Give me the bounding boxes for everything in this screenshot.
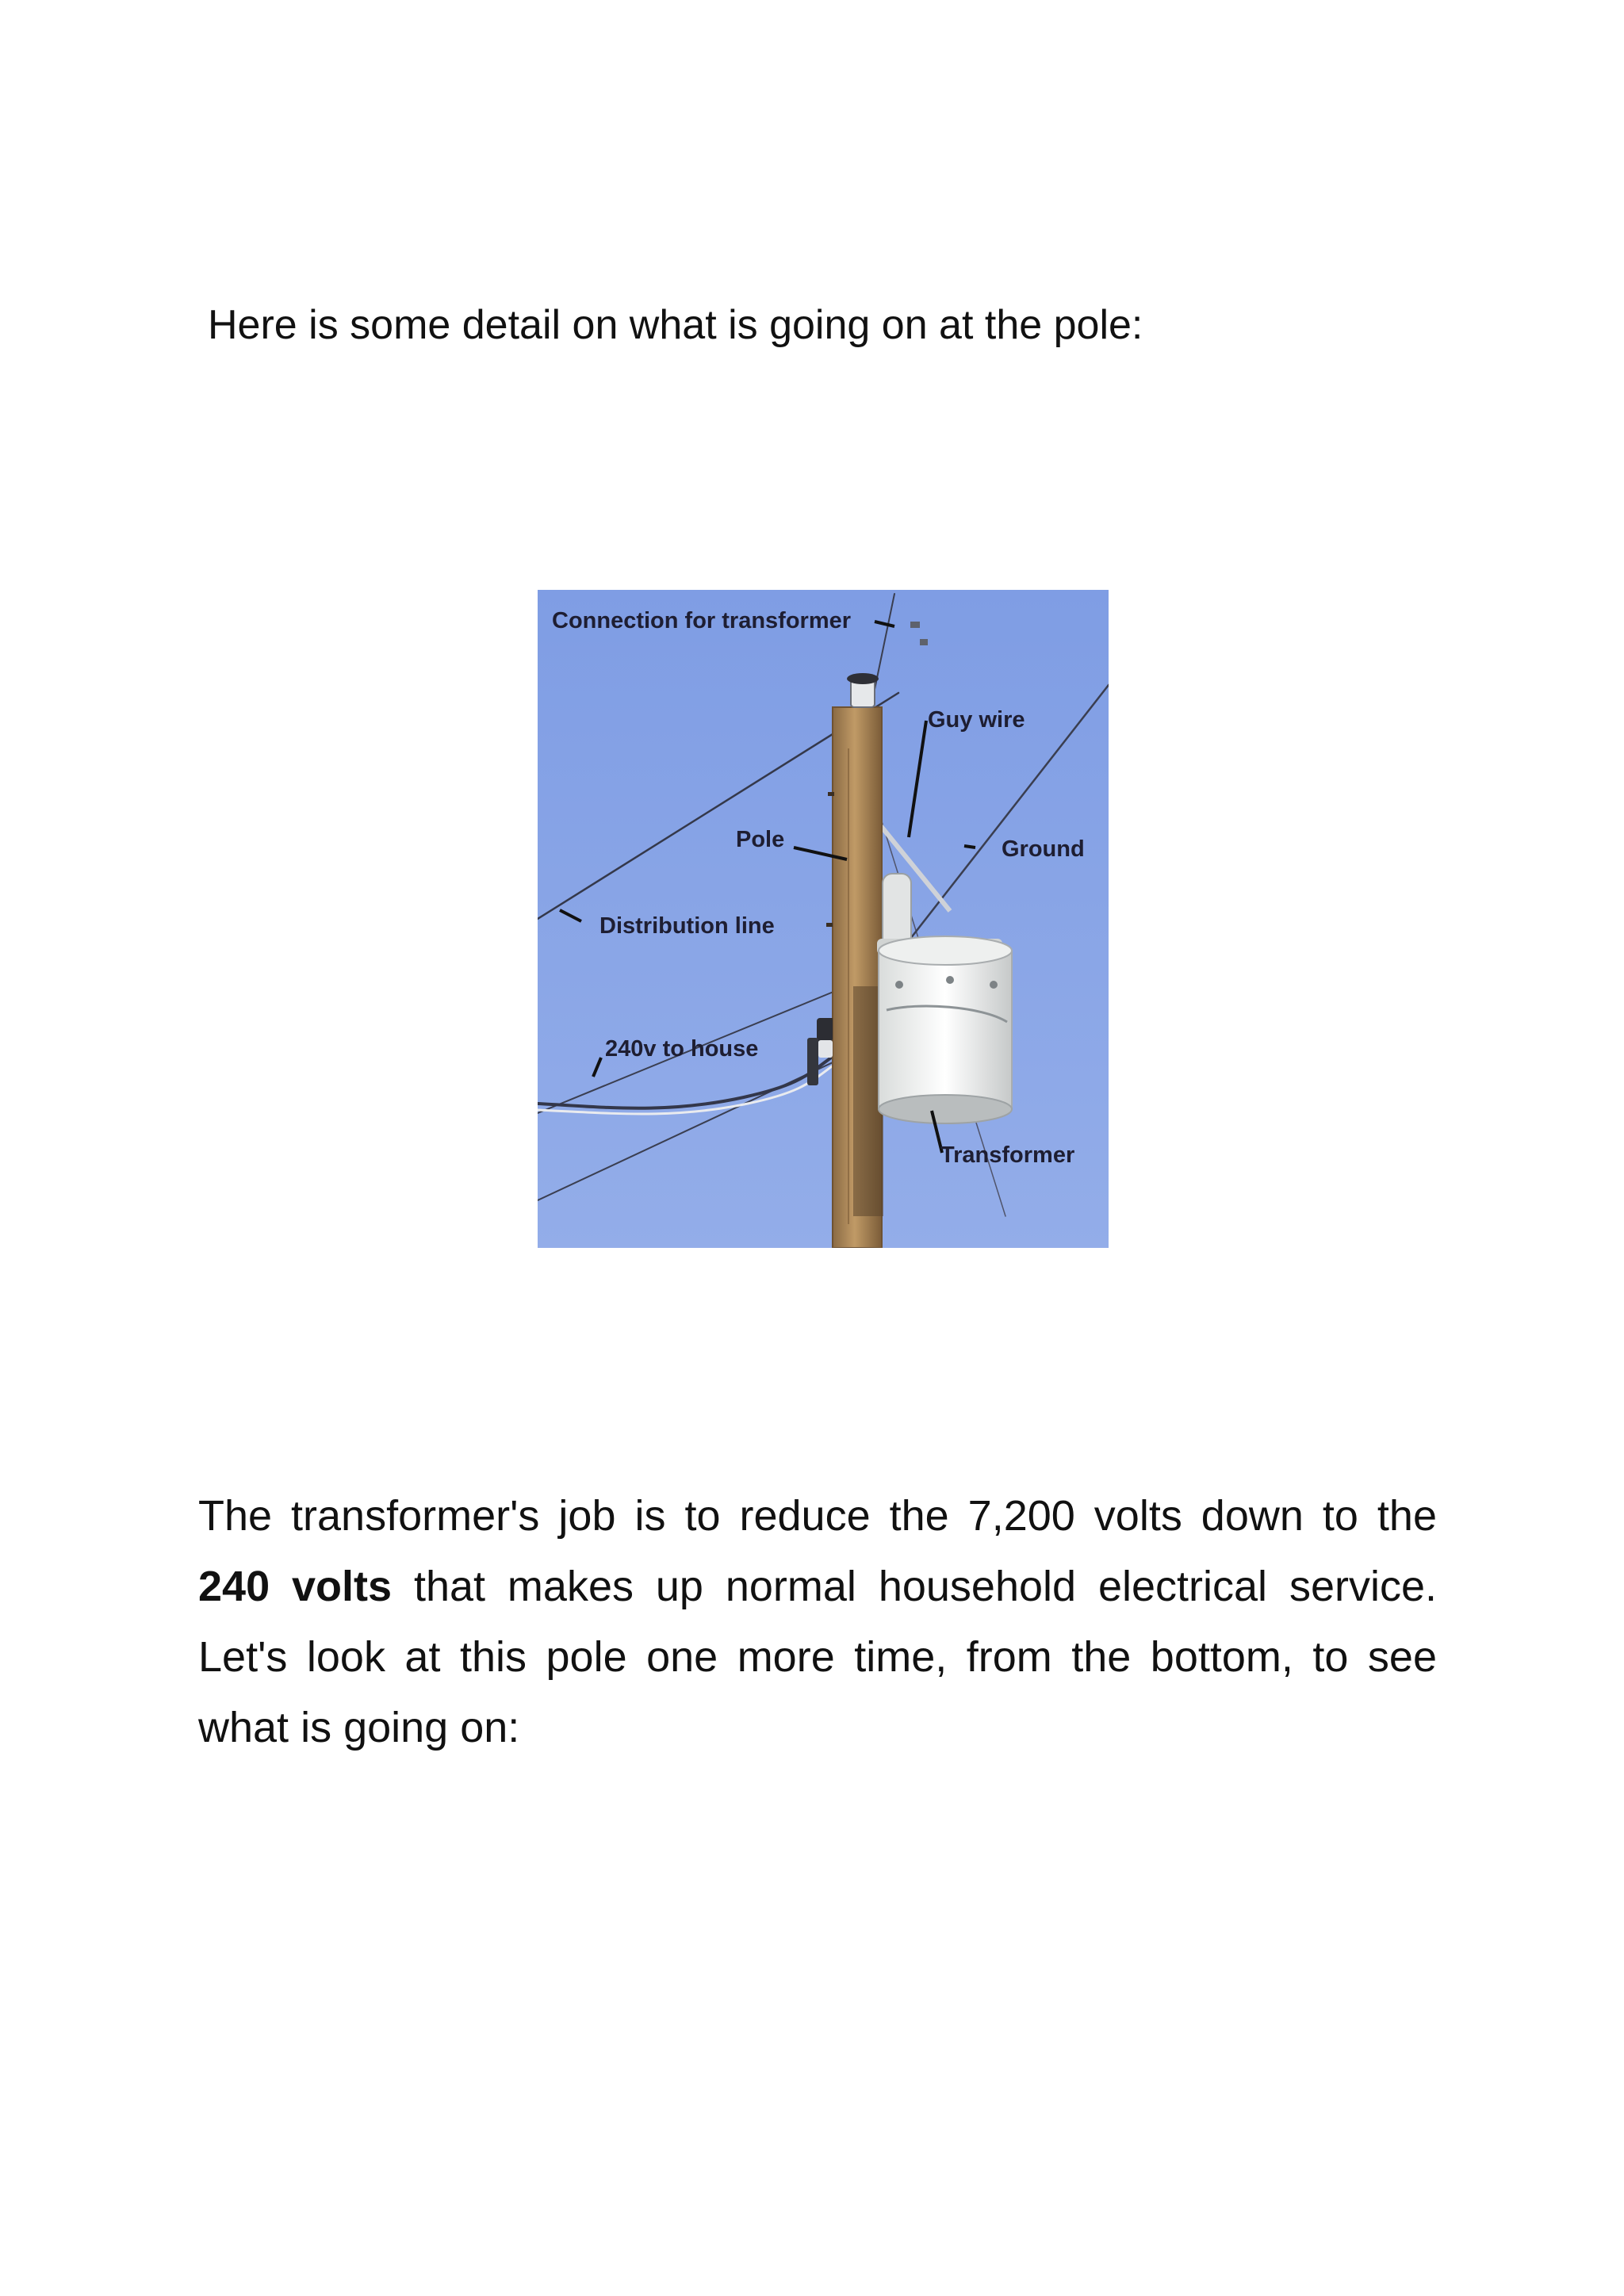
utility-pole-photo (538, 590, 1109, 1248)
label-ground: Ground (1002, 836, 1085, 862)
utility-pole-diagram (538, 590, 1109, 1248)
paragraph-bold-voltage: 240 volts (198, 1563, 393, 1610)
label-240v-to-house: 240v to house (605, 1036, 759, 1062)
wooden-pole (825, 707, 883, 1248)
paragraph-part-2: that makes up normal household electrical service. Let's look at this pole one more time, from the bottom, to see what is going on: (198, 1563, 1437, 1751)
explanation-paragraph (198, 1481, 1437, 1763)
paragraph-part-1: The transformer's job is to reduce the 7,200 volts down to the (198, 1492, 1437, 1540)
label-distribution-line: Distribution line (599, 913, 775, 939)
label-transformer: Transformer (940, 1142, 1075, 1168)
label-pole: Pole (736, 827, 785, 852)
label-guy-wire: Guy wire (928, 707, 1025, 733)
intro-sentence: Here is some detail on what is going on at the pole: (208, 302, 1143, 348)
label-connection-for-transformer: Connection for transformer (552, 608, 852, 633)
